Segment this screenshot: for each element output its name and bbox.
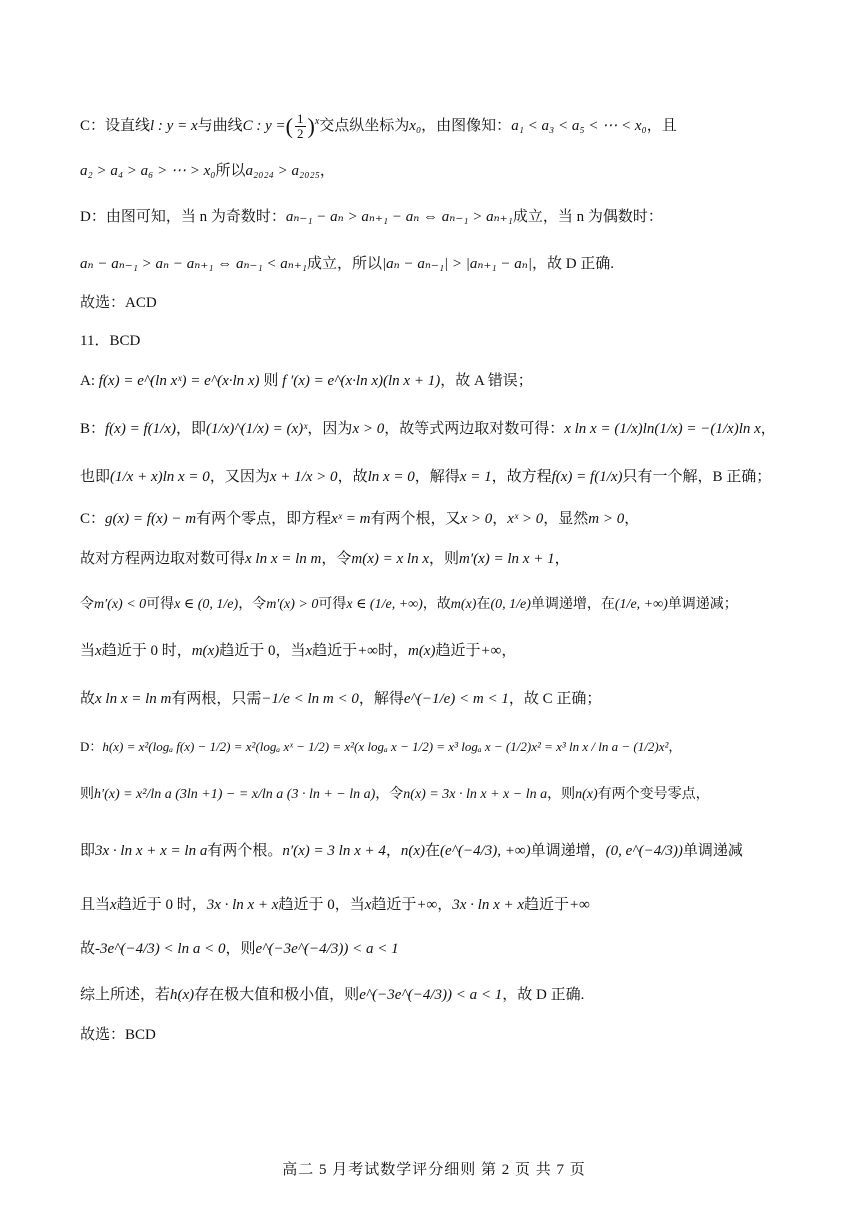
- math-expression: x = 1: [459, 469, 492, 485]
- math-expression: h(x) = x²(logₐ f(x) − 1/2) = x²(logₐ xˣ − 1/2) = x²(x logₐ x − 1/2) = x³ logₐ x − (1/2)x² = x³ ln x / ln a − (1/2)x²: [102, 739, 669, 754]
- text-run: ，则: [547, 787, 576, 802]
- math-expression: x ln x = (1/x)ln(1/x) = −(1/x)ln x: [564, 421, 761, 437]
- text-run: ，故方程: [491, 469, 552, 485]
- math-expression: x ln x = ln m: [245, 551, 322, 567]
- text-run: 趋近于: [435, 643, 481, 659]
- text-run: ，且: [646, 117, 677, 134]
- text-run: ，故: [337, 469, 368, 485]
- math-expression: m > 0: [588, 511, 625, 527]
- text-run: ，解得: [414, 469, 460, 485]
- math-expression: f(x) = f(1/x): [105, 421, 176, 437]
- text-run: 所以: [215, 163, 246, 179]
- math-expression: (1/e, +∞): [614, 597, 668, 612]
- math-expression: x + 1/x > 0: [269, 469, 338, 485]
- question-11-heading: 11．BCD: [80, 333, 141, 349]
- text-run: 可得: [318, 597, 347, 612]
- text-run: 趋近于: [371, 897, 417, 913]
- text-run: 趋近于 0，当: [278, 897, 365, 913]
- math-expression: x ln x = ln m: [95, 691, 172, 707]
- math-expression: -3e^(−4/3) < ln a < 0: [95, 941, 226, 957]
- text-run: 也即: [80, 469, 111, 485]
- math-expression: (1/x)^(1/x) = (x)ˣ: [205, 421, 308, 437]
- page-footer: 高二 5 月考试数学评分细则 第 2 页 共 7 页: [282, 1162, 586, 1178]
- solution-11-b-line-2: [80, 466, 771, 488]
- math-expression: f(x) = e^(ln xˣ) = e^(x·ln x): [98, 373, 260, 389]
- text-run: 单调递减；: [667, 597, 738, 612]
- math-expression: 3x · ln x + x = ln a: [95, 843, 208, 859]
- math-expression: n(x): [400, 843, 426, 859]
- text-run: ，故 A 错误；: [440, 373, 533, 389]
- text-run: 可得: [146, 597, 175, 612]
- math-expression: x: [364, 897, 372, 913]
- text-run: ，解得: [358, 691, 404, 707]
- text-run: 即: [80, 843, 96, 859]
- solution-11-c-line-3: [80, 594, 738, 616]
- text-run: ，: [319, 163, 335, 179]
- solution-11-d-line-4: [80, 894, 590, 916]
- answer-q10: 故选：ACD: [80, 295, 157, 311]
- text-run: ，故 D 正确.: [531, 256, 615, 272]
- math-expression: n(x): [575, 787, 598, 802]
- math-expression: +∞: [416, 897, 438, 913]
- text-run: ，: [385, 843, 401, 859]
- math-expression: a₁ < a₃ < a₅ < ⋯ < x₀: [511, 117, 647, 134]
- math-expression: |aₙ − aₙ₋₁| > |aₙ₊₁ − aₙ|: [382, 256, 532, 272]
- math-expression: x₀: [409, 117, 422, 134]
- text-run: 在: [425, 843, 441, 859]
- solution-11-d-line-6: [80, 984, 584, 1006]
- text-run: 趋近于 0 时，: [116, 897, 207, 913]
- math-expression: x > 0: [352, 421, 385, 437]
- math-expression: h(x): [170, 987, 195, 1003]
- text-run: ，: [437, 897, 453, 913]
- text-run: ，则: [225, 941, 256, 957]
- math-expression: e^(−3e^(−4/3)) < a < 1: [255, 941, 399, 957]
- text-run: ，: [554, 551, 570, 567]
- text-run: 单调递减: [682, 843, 743, 859]
- solution-11-a: [80, 370, 533, 392]
- math-expression: C : y =: [242, 117, 286, 134]
- text-run: 单调递增，: [530, 843, 606, 859]
- text-run: ，令: [375, 787, 404, 802]
- math-expression: (e^(−4/3), +∞): [440, 843, 531, 859]
- text-run: 存在极大值和极小值，则: [194, 987, 360, 1003]
- option-label: A:: [80, 373, 95, 389]
- math-expression: 3x · ln x + x: [452, 897, 525, 913]
- math-expression: (0, 1/e): [490, 597, 531, 612]
- solution-11-c-line-4: [80, 640, 516, 662]
- math-expression: m(x): [450, 597, 477, 612]
- text-run: 趋近于: [312, 643, 358, 659]
- text-run: ，: [501, 643, 517, 659]
- text-run: ，又因为: [209, 469, 270, 485]
- solution-c-line-2: [80, 160, 335, 182]
- exponent: x: [314, 115, 320, 127]
- left-paren: (: [285, 113, 293, 139]
- math-expression: aₙ₋₁ − aₙ > aₙ₊₁ − aₙ ⇔ aₙ₋₁ > aₙ₊₁: [285, 209, 513, 225]
- text-run: 则: [263, 373, 279, 389]
- math-expression: 3x · ln x + x: [206, 897, 279, 913]
- text-run: 单调递增，在: [530, 597, 615, 612]
- text-run: 有两个变号零点，: [597, 787, 710, 802]
- text-run: ，由图像知：: [421, 117, 512, 134]
- math-expression: a₂ > a₄ > a₆ > ⋯ > x₀: [80, 163, 216, 179]
- text-run: D：由图可知，当 n 为奇数时：: [80, 209, 286, 225]
- math-expression: xˣ = m: [331, 511, 371, 527]
- text-run: ，显然: [543, 511, 589, 527]
- math-expression: xˣ > 0: [507, 511, 544, 527]
- math-expression: (0, e^(−4/3)): [605, 843, 683, 859]
- math-expression: ln x = 0: [367, 469, 415, 485]
- math-expression: m′(x) = ln x + 1: [459, 551, 555, 567]
- solution-11-c-line-1: [80, 508, 639, 530]
- math-expression: x ∈ (1/e, +∞): [346, 597, 423, 612]
- text-run: 有两个根。: [207, 843, 283, 859]
- solution-11-b-line-1: [80, 418, 776, 440]
- right-paren: ): [307, 113, 315, 139]
- solution-11-d-line-3: [80, 840, 743, 862]
- text-run: 成立，当 n 为偶数时：: [512, 209, 663, 225]
- text-run: ，故 C 正确；: [508, 691, 602, 707]
- text-run: 则: [80, 787, 94, 802]
- math-expression: m(x): [191, 643, 220, 659]
- text-run: 故对方程两边取对数可得: [80, 551, 246, 567]
- math-expression: g(x) = f(x) − m: [105, 511, 197, 527]
- text-run: 趋近于 0，当: [219, 643, 306, 659]
- text-run: ，则: [428, 551, 459, 567]
- math-expression: x > 0: [460, 511, 493, 527]
- text-run: 有两根，只需: [171, 691, 262, 707]
- text-run: ，故: [422, 597, 451, 612]
- option-label: B：: [80, 421, 106, 437]
- text-run: 有两个零点，即方程: [196, 511, 332, 527]
- text-run: 故: [80, 691, 96, 707]
- text-run: ，故 D 正确.: [502, 987, 585, 1003]
- math-expression: e^(−3e^(−4/3)) < a < 1: [359, 987, 503, 1003]
- math-expression: +∞: [357, 643, 378, 659]
- math-expression: (1/x + x)ln x = 0: [110, 469, 210, 485]
- math-expression: m(x) = x ln x: [351, 551, 429, 567]
- text-run: 交点纵坐标为: [319, 117, 410, 134]
- text-run: ，令: [321, 551, 352, 567]
- math-expression: f ′(x) = e^(x·ln x)(ln x + 1): [282, 373, 441, 389]
- solution-d-line-2: [80, 253, 614, 275]
- math-expression: m′(x) > 0: [266, 597, 319, 612]
- math-expression: h′(x) = x²/ln a (3ln +1) − = x/ln a (3 · ln + − ln a): [94, 787, 376, 802]
- solution-11-c-line-2: [80, 548, 570, 570]
- math-expression: f(x) = f(1/x): [551, 469, 623, 485]
- text-run: ，令: [238, 597, 267, 612]
- math-expression: x: [95, 643, 102, 659]
- text-run: 且当: [80, 897, 111, 913]
- text-run: 令: [80, 597, 94, 612]
- option-label: C：: [80, 511, 106, 527]
- text-run: ，即: [175, 421, 206, 437]
- math-expression: l : y = x: [150, 117, 198, 134]
- text-run: 当: [80, 643, 96, 659]
- text-run: ，: [624, 511, 640, 527]
- solution-11-d-line-1: [80, 736, 681, 758]
- text-run: 只有一个解，B 正确；: [622, 469, 772, 485]
- solution-11-d-line-2: [80, 784, 710, 806]
- math-expression: m(x): [407, 643, 436, 659]
- text-run: 与曲线: [197, 117, 243, 134]
- text-run: 时，: [377, 643, 408, 659]
- fraction-numerator: 1: [297, 111, 304, 126]
- math-expression: m′(x) < 0: [94, 597, 147, 612]
- math-expression: x: [305, 643, 313, 659]
- answer-q11: 故选：BCD: [80, 1027, 156, 1043]
- solution-d-line-1: [80, 206, 663, 228]
- math-expression: x: [110, 897, 117, 913]
- text-run: 趋近于 0 时，: [101, 643, 192, 659]
- text-run: 成立，所以: [307, 256, 383, 272]
- text-run: ，故等式两边取对数可得：: [384, 421, 565, 437]
- text-run: ，: [492, 511, 508, 527]
- text-run: ，: [760, 421, 776, 437]
- option-label: C：设直线: [80, 117, 151, 134]
- solution-c-line-1: [80, 112, 677, 141]
- text-run: 在: [476, 597, 491, 612]
- text-run: ，: [668, 739, 682, 754]
- text-run: ，因为: [307, 421, 353, 437]
- math-expression: e^(−1/e) < m < 1: [403, 691, 509, 707]
- text-run: 趋近于: [524, 897, 570, 913]
- fraction-denominator: 2: [297, 126, 304, 141]
- math-expression: +∞: [569, 897, 590, 913]
- math-expression: −1/e < ln m < 0: [261, 691, 359, 707]
- math-expression: n′(x) = 3 ln x + 4: [282, 843, 386, 859]
- solution-11-d-line-5: [80, 938, 399, 960]
- text-run: 故: [80, 941, 96, 957]
- text-run: 有两个根，又: [370, 511, 461, 527]
- math-expression: +∞: [480, 643, 502, 659]
- option-label: D：: [80, 739, 103, 754]
- fraction: [295, 112, 306, 141]
- math-expression: a₂₀₂₄ > a₂₀₂₅: [245, 163, 320, 179]
- math-expression: n(x) = 3x · ln x + x − ln a: [403, 787, 548, 802]
- math-expression: x ∈ (0, 1/e): [174, 597, 239, 612]
- math-expression: aₙ − aₙ₋₁ > aₙ − aₙ₊₁ ⇔ aₙ₋₁ < aₙ₊₁: [80, 256, 307, 272]
- text-run: 综上所述，若: [80, 987, 171, 1003]
- solution-11-c-line-5: [80, 688, 601, 710]
